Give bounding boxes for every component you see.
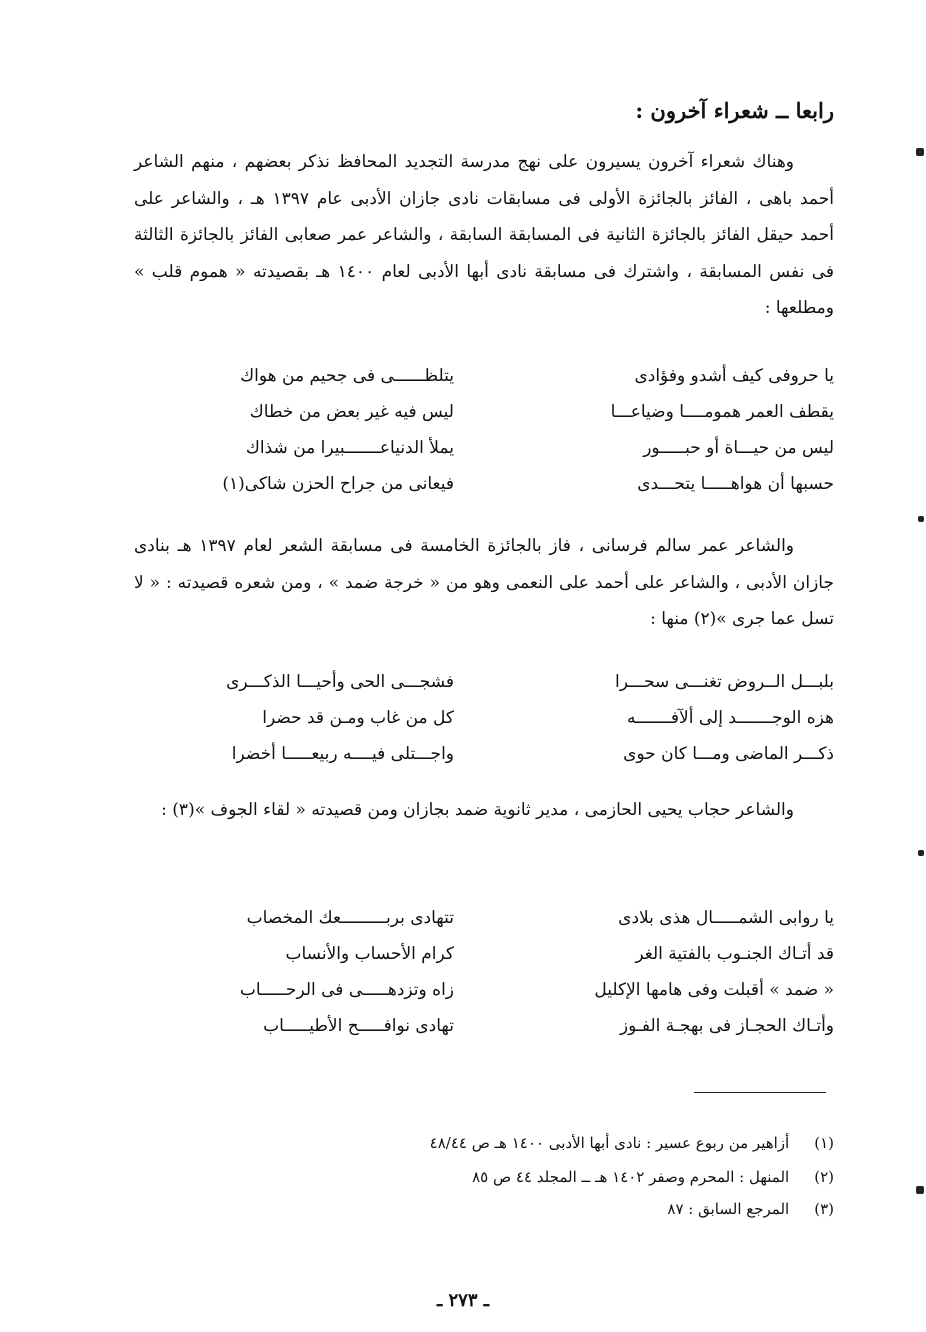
- verse-second-hemistich: يتلظــــــى فى جحيم من هواك: [240, 366, 454, 386]
- verse-line: [134, 936, 834, 972]
- footnote-item: [430, 1134, 834, 1152]
- footnote-number: (١): [814, 1134, 834, 1152]
- verse-first-hemistich: يا حروفى كيف أشدو وفؤادى: [634, 366, 834, 386]
- footnote-text: المرجع السابق : ٨٧: [667, 1200, 790, 1218]
- verse-line: [134, 736, 834, 772]
- verse-first-hemistich: يا روابى الشمـــــال هذى بلادى: [618, 908, 834, 928]
- section-heading: رابعا ــ شعراء آخرون :: [635, 98, 834, 123]
- verse-second-hemistich: كل من غاب ومـن قد حضرا: [262, 708, 454, 728]
- paragraph-farsani: والشاعر عمر سالم فرسانى ، فاز بالجائزة الخامسة فى مسابقة الشعر لعام ١٣٩٧ هـ بنادى جازان الأدبى ، والشاعر على أحمد على النعمى وهو من « خرجة ضمد » ، ومن شعره قصيدته : « لا تسل عما جرى »(٢) منها :: [134, 536, 834, 629]
- paragraph-intro: وهناك شعراء آخرون يسيرون على نهج مدرسة التجديد المحافظ نذكر بعضهم ، منهم الشاعر أحمد باهى ، الفائز بالجائزة الأولى فى مسابقات نادى جازان الأدبى عام ١٣٩٧ هـ ، والشاعر على أحمد حيقل الفائز بالجائزة الثانية فى المسابقة السابقة ، والشاعر عمر صعابى الفائز بالجائزة الثالثة فى نفس المسابقة ، واشترك فى مسابقة نادى أبها الأدبى لعام ١٤٠٠ هـ بقصيدته « هموم قلب » ومطلعها :: [134, 152, 834, 318]
- footnote-number: (٢): [814, 1168, 834, 1186]
- footnote-item: [667, 1200, 834, 1218]
- margin-mark: [918, 850, 924, 856]
- verse-second-hemistich: تهادى نوافـــــح الأطيـــــاب: [263, 1016, 454, 1036]
- verse-second-hemistich: تتهادى بربـــــــــعك المخصاب: [246, 908, 454, 928]
- margin-mark: [918, 516, 924, 522]
- footnote-number: (٣): [814, 1200, 834, 1218]
- verse-line: [134, 466, 834, 502]
- verse-first-hemistich: ذكـــر الماضى ومـــا كان حوى: [623, 744, 834, 764]
- verse-second-hemistich: فيعانى من جراح الحزن شاكى(١): [222, 474, 454, 494]
- verse-second-hemistich: ليس فيه غير بعض من خطاك: [249, 402, 454, 422]
- poem-liqa-aljawf: [134, 900, 834, 1044]
- margin-mark: [916, 1186, 924, 1194]
- verse-line: [134, 700, 834, 736]
- verse-first-hemistich: يقطف العمر همومــــا وضياعـــا: [610, 402, 834, 422]
- verse-first-hemistich: « ضمد » أقبلت وفى هامها الإكليل: [594, 980, 834, 1000]
- verse-line: [134, 900, 834, 936]
- margin-mark: [916, 148, 924, 156]
- verse-first-hemistich: ليس من حيـــاة أو حبـــــور: [643, 438, 834, 458]
- verse-second-hemistich: فشجـــى الحى وأحيـــا الذكـــرى: [226, 672, 454, 692]
- verse-line: [134, 358, 834, 394]
- verse-second-hemistich: واجـــتلى فيــــه ربيعـــــا أخضرا: [231, 744, 454, 764]
- verse-line: [134, 430, 834, 466]
- verse-line: [134, 664, 834, 700]
- verse-line: [134, 972, 834, 1008]
- verse-second-hemistich: يملأ الدنياعـــــــبيرا من شذاك: [245, 438, 454, 458]
- verse-line: [134, 394, 834, 430]
- poem-la-tasal: [134, 664, 834, 772]
- verse-first-hemistich: وأتـاك الحجـاز فى بهجـة الفـوز: [619, 1016, 834, 1036]
- verse-first-hemistich: هزه الوجـــــــد إلى ألآفـــــــه: [626, 708, 834, 728]
- verse-line: [134, 1008, 834, 1044]
- footnote-item: [472, 1168, 834, 1186]
- footnote-text: أزاهير من ربوع عسير : نادى أبها الأدبى ١٤٠٠ هـ ص ٤٨/٤٤: [429, 1134, 790, 1152]
- verse-first-hemistich: قد أتـاك الجنـوب بالفتية الغر: [635, 944, 834, 964]
- verse-second-hemistich: زاه وتزدهـــــى فى الرحـــــاب: [239, 980, 454, 1000]
- paragraph-hazmi: والشاعر حجاب يحيى الحازمى ، مدير ثانوية ضمد بجازان ومن قصيدته « لقاء الجوف »(٣) :: [161, 800, 794, 820]
- verse-second-hemistich: كرام الأحساب والأنساب: [285, 944, 454, 964]
- poem-hemum-qalb: [134, 358, 834, 502]
- verse-first-hemistich: حسبها أن هواهـــــا يتحـــدى: [637, 474, 834, 494]
- verse-first-hemistich: بلبـــل الــروض تغنـــى سحـــرا: [615, 672, 834, 692]
- page-number: ـ ٢٧٣ ـ: [436, 1290, 490, 1311]
- footnote-separator: [694, 1092, 826, 1093]
- footnote-text: المنهل : المحرم وصفر ١٤٠٢ هـ ــ المجلد ٤٤ ص ٨٥: [472, 1168, 790, 1186]
